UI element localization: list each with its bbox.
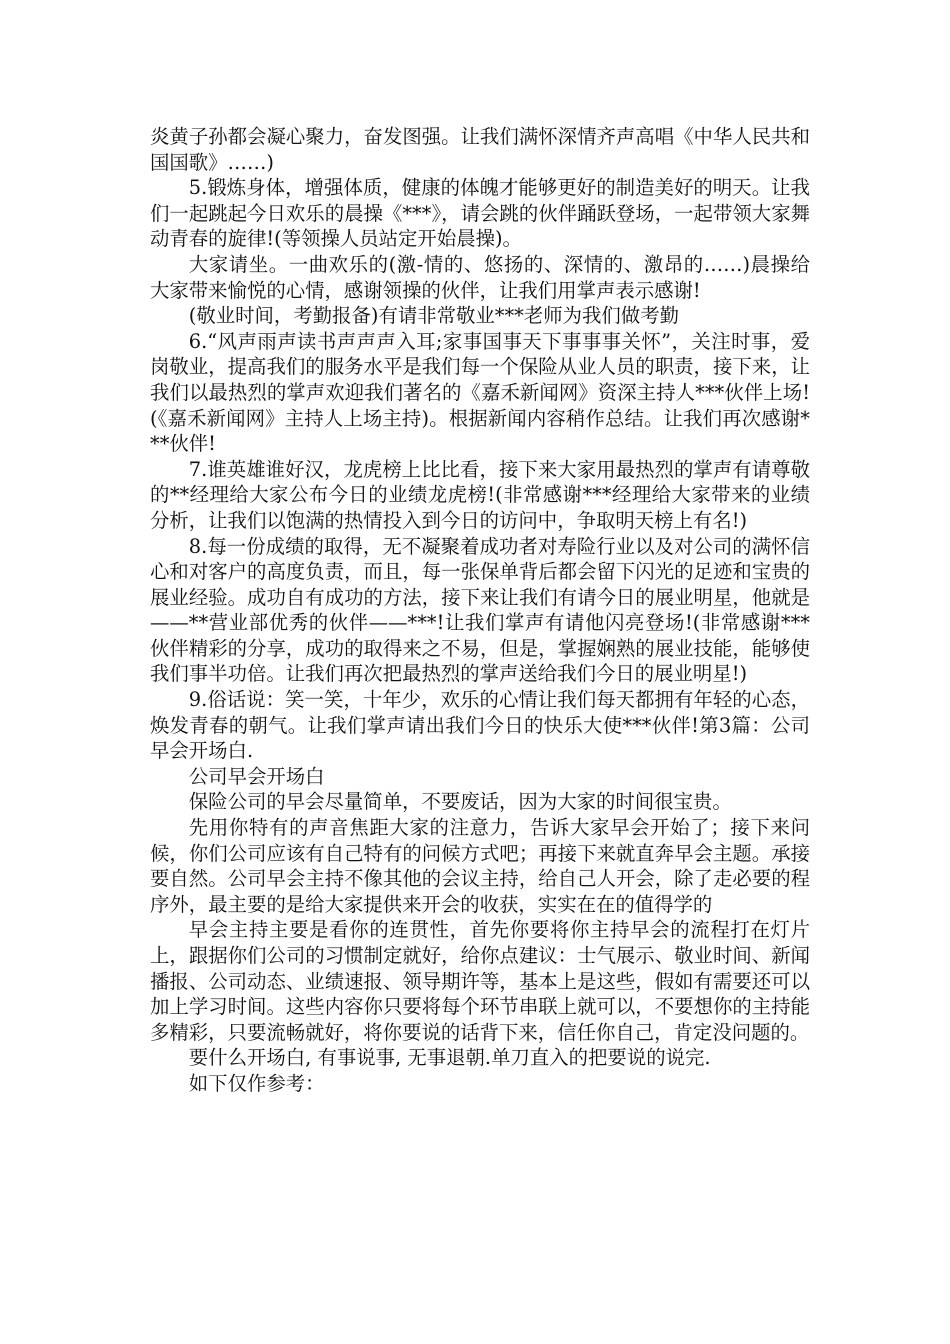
paragraph-11: 先用你特有的声音焦距大家的注意力，告诉大家早会开始了；接下来问候，你们公司应该有自己特有的问候方式吧；再接下来就直奔早会主题。承接要自然。公司早会主持不像其他的会议主持，给自己人开会，除了走必要的程序外，最主要的是给大家提供来开会的收获，实实在在的值得学的 [150,816,810,916]
paragraph-13: 要什么开场白, 有事说事, 无事退朝.单刀直入的把要说的说完. [188,1046,711,1070]
document-body [150,124,810,1097]
paragraph-5: 6.“风声雨声读书声声声入耳;家事国事天下事事事关怀”，关注时事，爱岗敬业，提高我们的服务水平是我们每一个保险从业人员的职责，接下来，让我们以最热烈的掌声欢迎我们著名的《嘉禾新闻网》资深主持人***伙伴上场!(《嘉禾新闻网》主持人上场主持)。根据新闻内容稍作总结。让我们再次感谢***伙伴! [150,329,810,456]
paragraph-6: 7.谁英雄谁好汉，龙虎榜上比比看，接下来大家用最热烈的掌声有请尊敬的**经理给大家公布今日的业绩龙虎榜!(非常感谢***经理给大家带来的业绩分析，让我们以饱满的热情投入到今日的访问中，争取明天榜上有名!) [150,457,810,532]
paragraph-3: 大家请坐。一曲欢乐的(激-情的、悠扬的、深情的、激昂的……)晨操给大家带来愉悦的心情，感谢领操的伙伴，让我们用掌声表示感谢! [150,252,810,302]
paragraph-10: 保险公司的早会尽量简单，不要废话，因为大家的时间很宝贵。 [188,790,732,814]
section-heading: 公司早会开场白 [188,764,325,788]
paragraph-2: 5.锻炼身体，增强体质，健康的体魄才能够更好的制造美好的明天。让我们一起跳起今日欢乐的晨操《***》，请会跳的伙伴踊跃登场，一起带领大家舞动青春的旋律!(等领操人员站定开始晨操)。 [150,176,810,251]
paragraph-8: 9.俗话说：笑一笑，十年少，欢乐的心情让我们每天都拥有年轻的心态，焕发青春的朝气。让我们掌声请出我们今日的快乐大使***伙伴!第3篇：公司早会开场白. [150,688,810,763]
paragraph-4: (敬业时间，考勤报备)有请非常敬业***老师为我们做考勤 [188,304,679,328]
paragraph-7: 8.每一份成绩的取得，无不凝聚着成功者对寿险行业以及对公司的满怀信心和对客户的高度负责，而且，每一张保单背后都会留下闪光的足迹和宝贵的展业经验。成功自有成功的方法，接下来让我们有请今日的展业明星，他就是——**营业部优秀的伙伴——***!让我们掌声有请他闪亮登场!(非常感谢***伙伴精彩的分享，成功的取得来之不易，但是，掌握娴熟的展业技能，能够使我们事半功倍。让我们再次把最热烈的掌声送给我们今日的展业明星!) [150,534,810,686]
paragraph-1: 炎黄子孙都会凝心聚力，奋发图强。让我们满怀深情齐声高唱《中华人民共和国国歌》……) [150,125,810,174]
paragraph-14: 如下仅作参考： [188,1071,325,1095]
paragraph-12: 早会主持主要是看你的连贯性，首先你要将你主持早会的流程打在灯片上，跟据你们公司的习惯制定就好，给你点建议：士气展示、敬业时间、新闻播报、公司动态、业绩速报、领导期许等，基本上是这些，假如有需要还可以加上学习时间。这些内容你只要将每个环节串联上就可以，不要想你的主持能多精彩，只要流畅就好，将你要说的话背下来，信任你自己，肯定没问题的。 [150,918,810,1044]
